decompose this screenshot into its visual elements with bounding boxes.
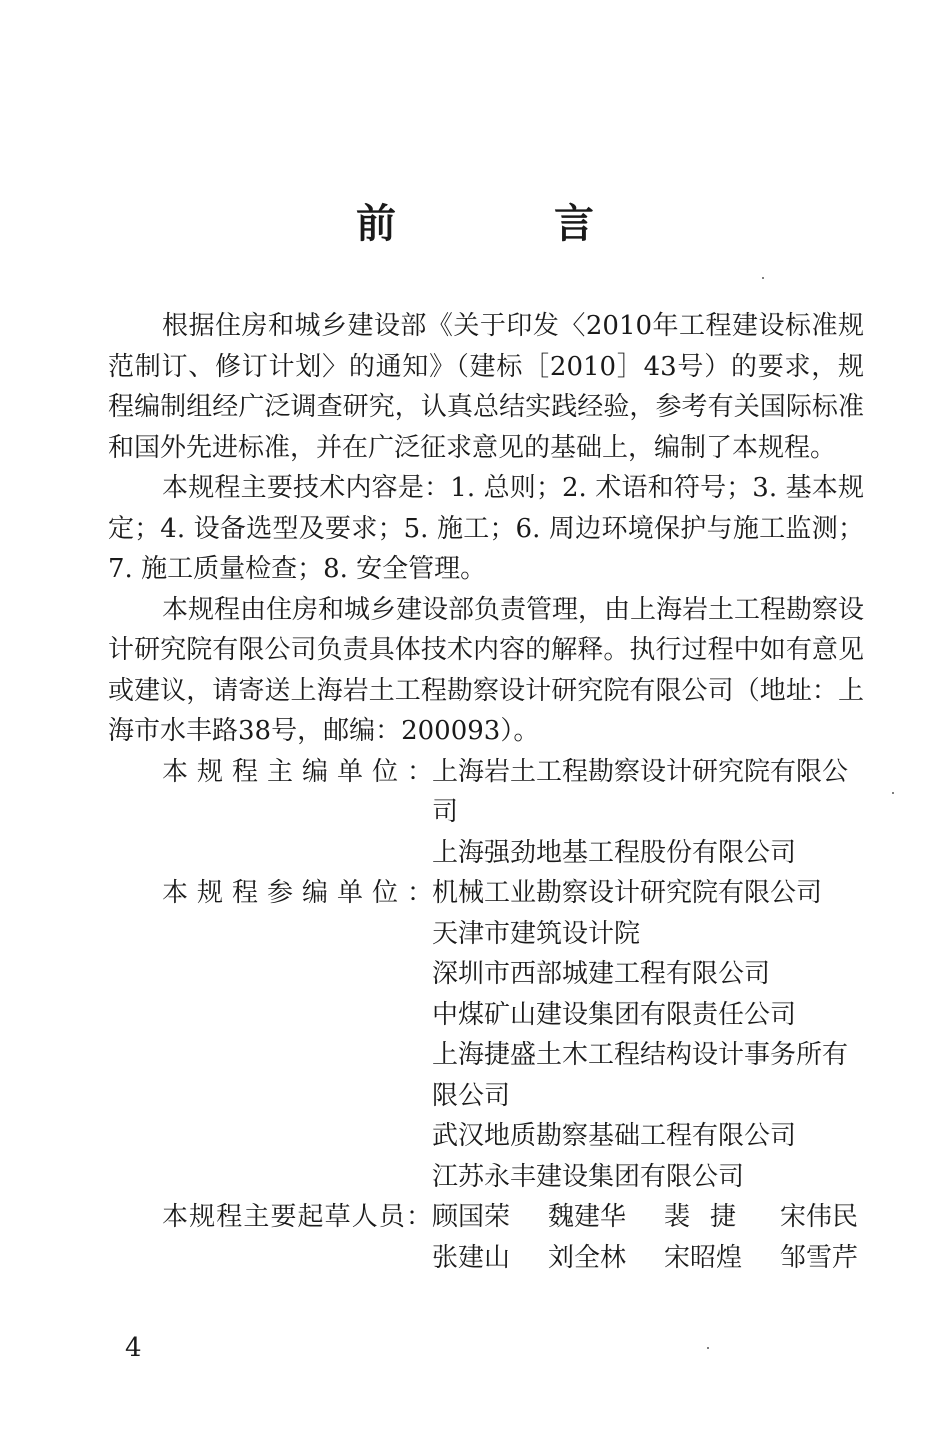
drafter-name: 魏建华: [548, 1202, 627, 1232]
chief-unit-item: 上海强劲地基工程股份有限公司: [432, 837, 797, 868]
participating-units-list: [432, 873, 864, 1197]
participating-unit-item: 机械工业勘察设计研究院有限公司: [432, 878, 823, 908]
chief-units-row: [162, 752, 864, 874]
participating-unit-item: 武汉地质勘察基础工程有限公司: [432, 1121, 797, 1151]
drafter-name: 顾国荣: [432, 1202, 511, 1232]
preface-paragraph-management: 本规程由住房和城乡建设部负责管理，由上海岩土工程勘察设计研究院有限公司负责具体技术内容的解释。执行过程中如有意见或建议，请寄送上海岩土工程勘察设计研究院有限公司（地址：上海市水丰路38号，邮编：200093）。: [108, 594, 865, 746]
chief-unit-item: 上海岩土工程勘察设计研究院有限公司: [432, 756, 849, 827]
participating-unit-item: 天津市建筑设计院: [432, 918, 641, 949]
drafter-name: 宋伟民: [780, 1202, 859, 1232]
scan-speck: [762, 277, 764, 279]
chief-units-label: 本规程主编单位：: [162, 756, 443, 787]
scan-speck: [707, 1347, 709, 1349]
page-title: 前 言: [356, 200, 666, 247]
drafter-name: 刘全林: [548, 1242, 627, 1273]
page-number: 4: [125, 1333, 142, 1363]
units-section: [162, 752, 864, 1279]
drafter-name: 宋昭煌: [664, 1242, 743, 1273]
drafters-list: [432, 1197, 884, 1278]
participating-unit-item: 深圳市西部城建工程有限公司: [432, 959, 771, 989]
drafter-name: 张建山: [432, 1242, 511, 1273]
participating-unit-item: 江苏永丰建设集团有限公司: [432, 1161, 745, 1192]
preface-paragraph-contents: 本规程主要技术内容是：1. 总则；2. 术语和符号；3. 基本规定；4. 设备选型及要求；5. 施工；6. 周边环境保护与施工监测；7. 施工质量检查；8. 安全管理。: [108, 473, 864, 584]
participating-unit-item: 上海捷盛土木工程结构设计事务所有限公司: [432, 1040, 849, 1111]
participating-unit-item: 中煤矿山建设集团有限责任公司: [432, 999, 797, 1030]
chief-units-list: [432, 752, 864, 874]
drafter-name: 邹雪芹: [780, 1242, 859, 1273]
drafters-row: [162, 1197, 864, 1278]
preface-body: [108, 306, 864, 1278]
scan-speck: [892, 792, 894, 794]
preface-paragraph-basis: 根据住房和城乡建设部《关于印发〈2010年工程建设标准规范制订、修订计划〉的通知》（建标［2010］43号）的要求，规程编制组经广泛调查研究，认真总结实践经验，参考有关国际标准和国外先进标准，并在广泛征求意见的基础上，编制了本规程。: [108, 311, 864, 463]
drafters-label: 本规程主要起草人员：: [162, 1202, 432, 1232]
participating-units-label: 本规程参编单位：: [162, 878, 443, 908]
drafter-name: 裴捷: [664, 1202, 757, 1232]
participating-units-row: [162, 873, 864, 1197]
